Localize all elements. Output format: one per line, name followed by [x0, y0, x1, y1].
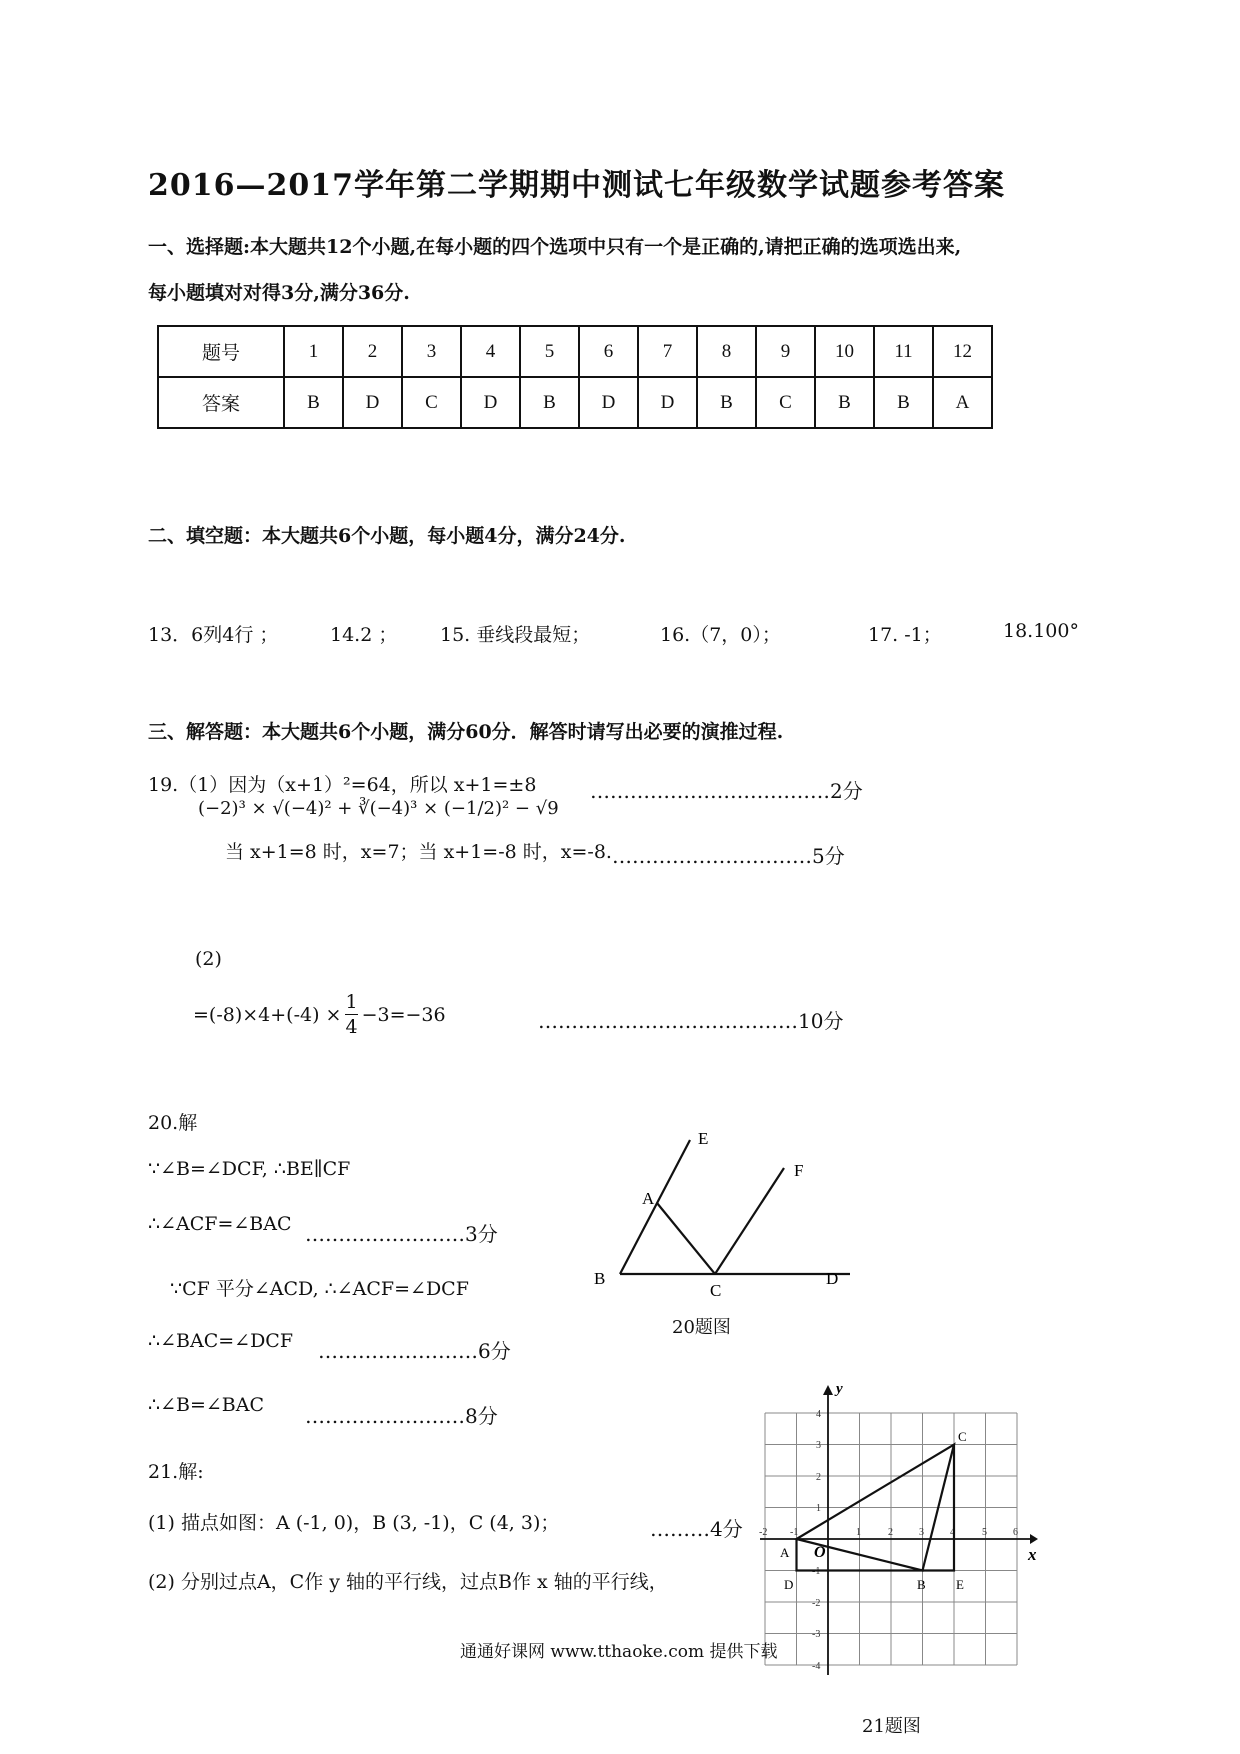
q21-line1-score: ………4分 — [650, 1517, 743, 1541]
answer-15: 15. 垂线段最短； — [440, 624, 591, 646]
point-label: B — [594, 1269, 606, 1288]
q20-line1: ∵∠B=∠DCF, ∴BE∥CF — [148, 1158, 351, 1180]
q19-line2-score: …………………………5分 — [612, 844, 845, 868]
fraction-numerator: 1 — [345, 991, 358, 1013]
figure-21 — [740, 1375, 1050, 1695]
q21-label: 21.解: — [148, 1461, 204, 1483]
tick-label: 4 — [816, 1409, 821, 1420]
answer-16: 16.（7，0）； — [660, 624, 781, 646]
page-title: 2016—2017学年第二学期期中测试七年级数学试题参考答案 — [148, 168, 1005, 203]
answer-cell: C — [402, 377, 461, 428]
answer-cell: B — [697, 377, 756, 428]
q20-line5-score: ……………………8分 — [305, 1404, 498, 1428]
point-label: A — [642, 1189, 655, 1208]
q19-line3 — [193, 990, 446, 1039]
x-tick-labels — [759, 1527, 1018, 1538]
origin-label: O — [814, 1544, 826, 1561]
tick-label: 3 — [919, 1527, 924, 1538]
footer-source: 通通好课网 www.tthaoke.com 提供下载 — [460, 1642, 778, 1662]
question-number: 5 — [520, 326, 579, 377]
x-axis-label: x — [1028, 1545, 1037, 1564]
fraction-denominator: 4 — [345, 1016, 358, 1038]
q19-line3-right: −3=−36 — [361, 1003, 446, 1026]
answer-18: 18.100° — [1003, 620, 1079, 642]
tick-label: -3 — [812, 1629, 821, 1640]
section2-heading: 二、填空题：本大题共6个小题，每小题4分，满分24分. — [148, 525, 626, 547]
x-axis-arrow — [1030, 1534, 1038, 1544]
question-number: 10 — [815, 326, 874, 377]
point-label: D — [784, 1577, 794, 1592]
q20-line2: ∴∠ACF=∠BAC — [148, 1213, 292, 1235]
tick-label: 3 — [816, 1440, 821, 1451]
table-row — [158, 326, 992, 377]
q20-label: 20.解 — [148, 1112, 198, 1134]
answer-cell: D — [638, 377, 697, 428]
q20-line4: ∴∠BAC=∠DCF — [148, 1330, 294, 1352]
question-number: 1 — [284, 326, 343, 377]
answer-table — [157, 325, 993, 429]
q19-part2-label: (2) — [195, 948, 222, 970]
tick-label: 1 — [856, 1527, 861, 1538]
question-number: 3 — [402, 326, 461, 377]
tick-label: -1 — [790, 1527, 799, 1538]
figure-20-caption: 20题图 — [672, 1317, 731, 1338]
question-number: 7 — [638, 326, 697, 377]
point-label: E — [956, 1577, 964, 1592]
point-label: B — [917, 1577, 926, 1592]
answer-cell: B — [284, 377, 343, 428]
question-number: 2 — [343, 326, 402, 377]
question-number: 9 — [756, 326, 815, 377]
q21-line2: (2) 分别过点A，C作 y 轴的平行线，过点B作 x 轴的平行线， — [148, 1571, 668, 1593]
answer-cell: C — [756, 377, 815, 428]
tick-label: -1 — [812, 1566, 821, 1577]
point-label: F — [794, 1161, 804, 1180]
answer-cell: B — [874, 377, 933, 428]
line-be — [620, 1140, 690, 1274]
answer-cell: D — [461, 377, 520, 428]
tick-label: -4 — [812, 1661, 821, 1672]
section1-line2: 每小题填对对得3分,满分36分. — [148, 282, 410, 304]
y-axis-label: y — [836, 1381, 843, 1397]
answer-cell: D — [343, 377, 402, 428]
answer-cell: B — [520, 377, 579, 428]
point-label: A — [780, 1545, 790, 1560]
q19-line3-score: …………………………………10分 — [538, 1009, 844, 1033]
section3-heading: 三、解答题：本大题共6个小题，满分60分．解答时请写出必要的演推过程. — [148, 721, 784, 743]
answer-17: 17. -1； — [868, 624, 942, 646]
tick-label: -2 — [759, 1527, 768, 1538]
answer-14: 14.2 ； — [330, 624, 398, 646]
section1-line1: 一、选择题:本大题共12个小题,在每小题的四个选项中只有一个是正确的,请把正确的选项选出来, — [148, 236, 962, 258]
figure-20 — [580, 1120, 860, 1300]
tick-label: 2 — [888, 1527, 893, 1538]
point-label: C — [710, 1281, 722, 1300]
q19-expression: (−2)³ × √(−4)² + ∛(−4)³ × (−1/2)² − √9 — [198, 798, 559, 819]
question-number: 11 — [874, 326, 933, 377]
row-label-answer: 答案 — [158, 377, 284, 428]
q19-line2: 当 x+1=8 时，x=7；当 x+1=-8 时，x=-8. — [225, 841, 612, 863]
point-label: C — [958, 1429, 967, 1444]
line-ac — [657, 1203, 715, 1274]
answer-cell: A — [933, 377, 992, 428]
point-label: D — [826, 1269, 839, 1288]
q20-line2-score: ……………………3分 — [305, 1222, 498, 1246]
q20-line5: ∴∠B=∠BAC — [148, 1394, 265, 1416]
answer-cell: B — [815, 377, 874, 428]
q20-line4-score: ……………………6分 — [318, 1339, 511, 1363]
line-cf — [715, 1168, 784, 1274]
question-number: 12 — [933, 326, 992, 377]
point-label: E — [698, 1129, 709, 1148]
fraction-one-quarter — [345, 990, 357, 1039]
q19-line3-left: =(-8)×4+(-4) × — [193, 1003, 342, 1026]
question-number: 6 — [579, 326, 638, 377]
tick-label: 2 — [816, 1472, 821, 1483]
y-axis-arrow — [823, 1385, 833, 1395]
figure-21-caption: 21题图 — [862, 1716, 921, 1737]
y-tick-labels — [812, 1409, 821, 1672]
answer-cell: D — [579, 377, 638, 428]
question-number: 4 — [461, 326, 520, 377]
q20-line3: ∵CF 平分∠ACD, ∴∠ACF=∠DCF — [170, 1278, 469, 1300]
tick-label: -2 — [812, 1598, 821, 1609]
row-label-number: 题号 — [158, 326, 284, 377]
q21-line1: (1) 描点如图：A (-1, 0)，B (3, -1)，C (4, 3)； — [148, 1512, 560, 1534]
q19-line1-score: ………………………………2分 — [590, 779, 863, 803]
tick-label: 1 — [816, 1503, 821, 1514]
tick-label: 4 — [950, 1527, 955, 1538]
q19-line1: 19.（1）因为（x+1）²=64，所以 x+1=±8 — [148, 774, 537, 796]
answer-13: 13．6列4行 ； — [148, 624, 279, 646]
tick-label: 5 — [982, 1527, 987, 1538]
table-row — [158, 377, 992, 428]
question-number: 8 — [697, 326, 756, 377]
tick-label: 6 — [1013, 1527, 1018, 1538]
